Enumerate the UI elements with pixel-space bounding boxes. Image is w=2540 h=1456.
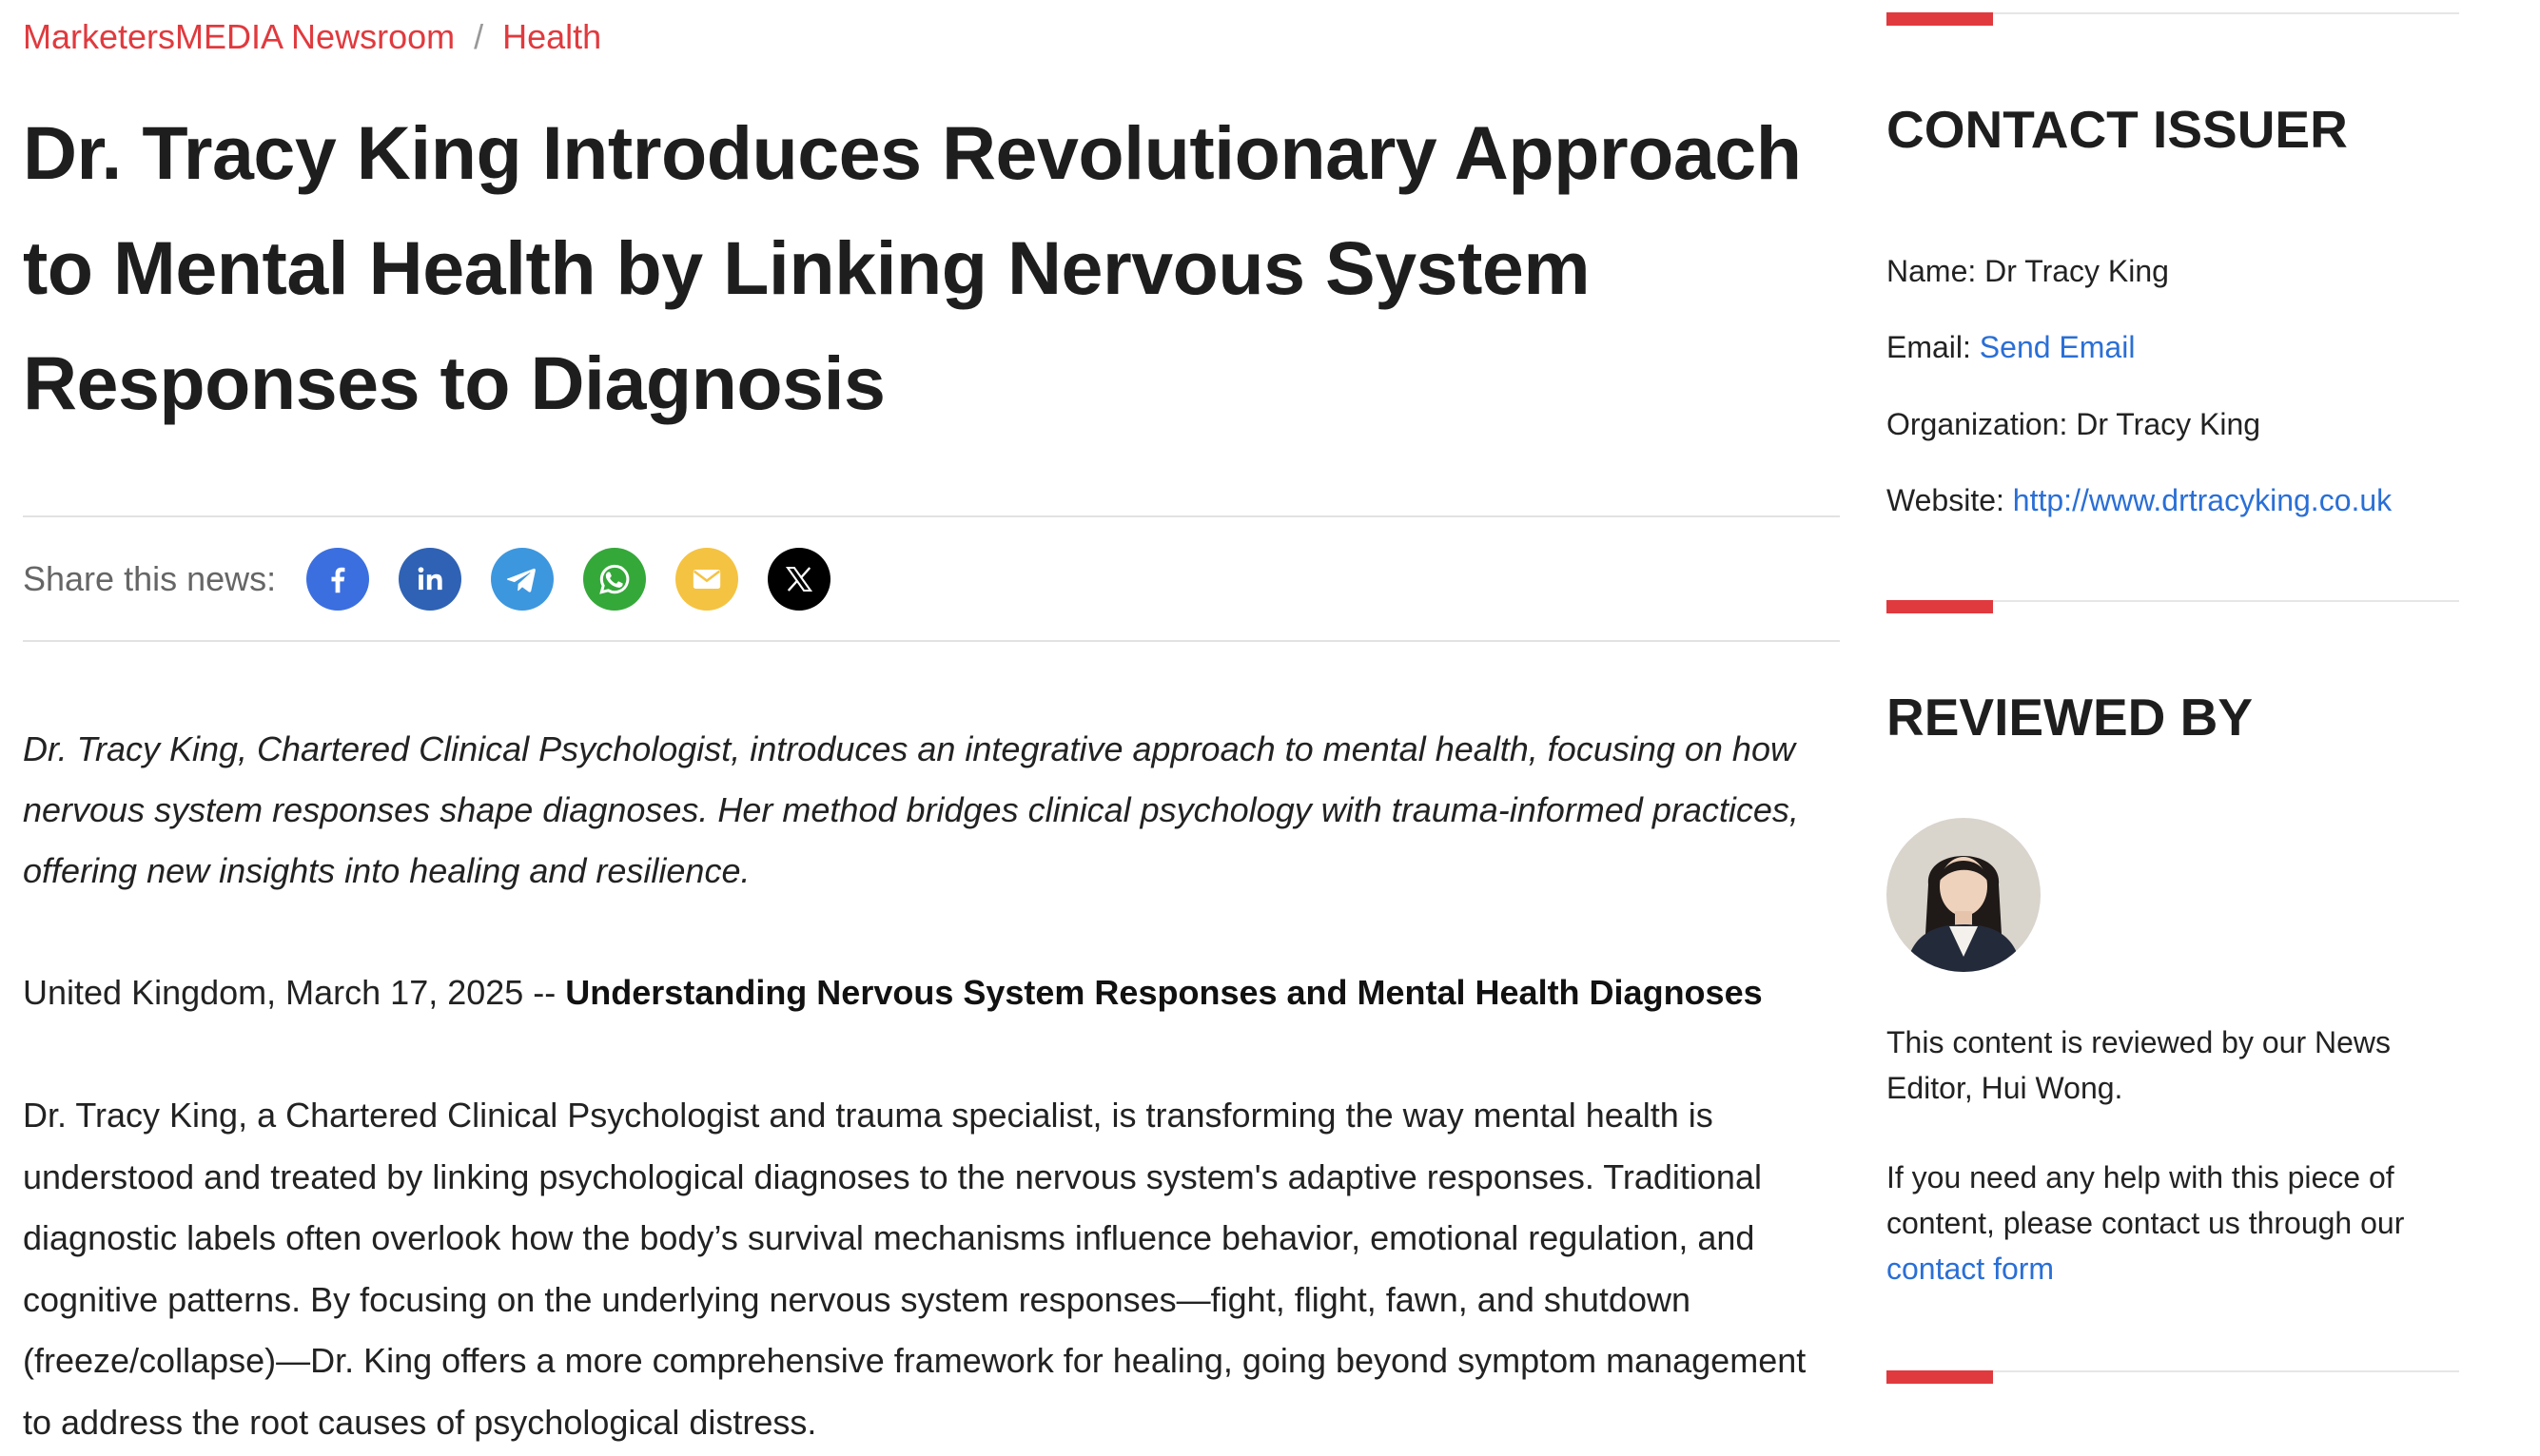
contact-email-row xyxy=(1886,328,2135,366)
contact-website-link[interactable]: http://www.drtracyking.co.uk xyxy=(2012,483,2393,517)
share-x-button[interactable] xyxy=(768,548,830,611)
share-bottom-divider xyxy=(23,640,1840,642)
bottom-section-accent xyxy=(1886,1370,1993,1384)
contact-form-link[interactable]: contact form xyxy=(1886,1252,2055,1286)
contact-section-accent xyxy=(1886,12,1993,26)
help-text-body: If you need any help with this piece of content, please contact us through our xyxy=(1886,1160,2405,1240)
reviewed-section-accent xyxy=(1886,600,1993,613)
contact-email-label: Email: xyxy=(1886,330,1980,364)
reviewed-by-text: This content is reviewed by our News Editor, Hui Wong. xyxy=(1886,1025,2391,1105)
article-body-paragraph: Dr. Tracy King, a Chartered Clinical Psychologist and trauma specialist, is transforming the way mental health is understood and treated by linking psychological diagnoses to the nervous system's adaptive responses. Traditional diagnostic labels often overlook how the body’s survival mechanisms influence behavior, emotional regulation, and cognitive patterns. By focusing on the underlying nervous system responses—fight, flight, fawn, and shutdown (freeze/collapse)—Dr. King offers a more comprehensive framework for healing, going beyond symptom management to address the root causes of psychological distress. xyxy=(23,1096,1807,1442)
contact-name-value: Dr Tracy King xyxy=(1984,254,2169,288)
article-dateline xyxy=(23,962,1840,1023)
breadcrumb xyxy=(23,17,601,57)
contact-organization-value: Dr Tracy King xyxy=(2076,407,2261,441)
dateline-location-date: United Kingdom, March 17, 2025 -- xyxy=(23,973,566,1012)
telegram-icon xyxy=(503,560,541,598)
article-lead: Dr. Tracy King, Chartered Clinical Psychologist, introduces an integrative approach to mental health, focusing on how nervous system responses shape diagnoses. Her method bridges clinical psychology with trauma-informed practices, offering new insights into healing and resilience. xyxy=(23,729,1799,890)
whatsapp-icon xyxy=(596,560,634,598)
share-email-button[interactable] xyxy=(675,548,738,611)
article-title: Dr. Tracy King Introduces Revolutionary Approach to Mental Health by Linking Nervous System Responses to Diagnosis xyxy=(23,110,1802,425)
reviewer-portrait xyxy=(1886,818,2041,972)
facebook-icon xyxy=(320,561,356,597)
share-label: Share this news: xyxy=(23,559,277,598)
reviewer-avatar xyxy=(1886,818,2041,972)
breadcrumb-separator: / xyxy=(474,17,484,56)
contact-name-label: Name: xyxy=(1886,254,1985,288)
contact-organization-label: Organization: xyxy=(1886,407,2077,441)
contact-issuer-heading: CONTACT ISSUER xyxy=(1886,100,2348,159)
share-bar xyxy=(23,548,860,611)
help-text xyxy=(1886,1155,2459,1291)
dateline-heading: Understanding Nervous System Responses and Mental Health Diagnoses xyxy=(565,973,1763,1012)
contact-name-row xyxy=(1886,252,2169,290)
contact-organization-row xyxy=(1886,405,2260,443)
linkedin-icon xyxy=(412,561,448,597)
mail-icon xyxy=(688,560,726,598)
share-whatsapp-button[interactable] xyxy=(583,548,646,611)
reviewed-by-heading: REVIEWED BY xyxy=(1886,688,2254,747)
contact-website-label: Website: xyxy=(1886,483,2013,517)
x-icon xyxy=(782,562,816,596)
breadcrumb-category-link[interactable]: Health xyxy=(502,17,602,56)
share-linkedin-button[interactable] xyxy=(399,548,461,611)
breadcrumb-site-link[interactable]: MarketersMEDIA Newsroom xyxy=(23,17,456,56)
share-facebook-button[interactable] xyxy=(306,548,369,611)
send-email-link[interactable]: Send Email xyxy=(1979,330,2136,364)
share-telegram-button[interactable] xyxy=(491,548,554,611)
contact-website-row xyxy=(1886,481,2392,519)
share-top-divider xyxy=(23,515,1840,517)
